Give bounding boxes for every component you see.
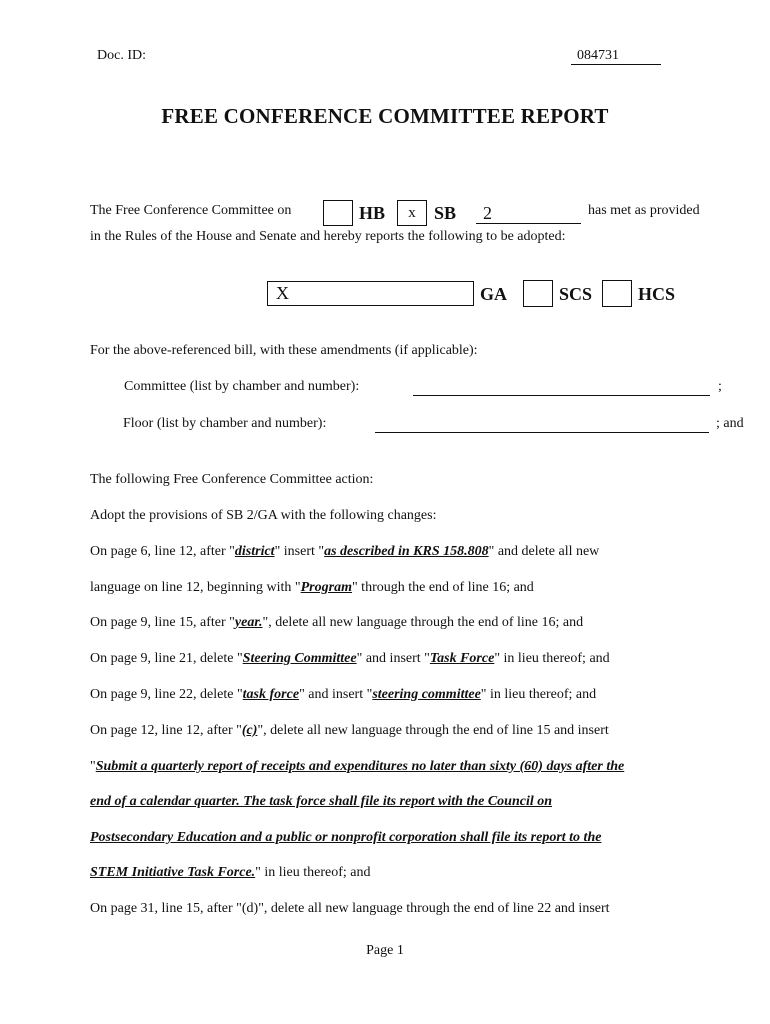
hcs-label: HCS	[638, 284, 676, 304]
intro-line2: in the Rules of the House and Senate and hereby reports the following to be adopted:	[90, 229, 566, 244]
bill-number[interactable]: 2	[483, 203, 492, 223]
floor-end: ; and	[716, 416, 744, 431]
ga-label: GA	[480, 284, 507, 304]
change-line-2: language on line 12, beginning with "Program" through the end of line 16; and	[90, 580, 534, 595]
page-title: FREE CONFERENCE COMMITTEE REPORT	[161, 104, 609, 128]
committee-label: Committee (list by chamber and number):	[124, 379, 360, 394]
hb-label: HB	[359, 203, 386, 223]
change-line-4: On page 9, line 21, delete "Steering Committee" and insert "Task Force" in lieu thereof; and	[90, 651, 610, 666]
action-heading: The following Free Conference Committee action:	[90, 472, 374, 487]
intro-prefix: The Free Conference Committee on	[90, 203, 292, 218]
sb-checkbox[interactable]: x	[397, 200, 427, 226]
hb-checkbox[interactable]	[323, 200, 353, 226]
change-line-7: "Submit a quarterly report of receipts and expenditures no later than sixty (60) days after the	[90, 759, 625, 774]
floor-label: Floor (list by chamber and number):	[123, 416, 327, 431]
doc-id-value: 084731	[577, 48, 619, 63]
scs-label: SCS	[559, 284, 593, 304]
bill-number-underline	[476, 223, 581, 224]
change-line-11: On page 31, line 15, after "(d)", delete all new language through the end of line 22 and insert	[90, 901, 610, 916]
ga-field[interactable]: X	[267, 281, 474, 306]
change-line-3: On page 9, line 15, after "year.", delete all new language through the end of line 16; and	[90, 615, 584, 630]
change-line-6: On page 12, line 12, after "(c)", delete all new language through the end of line 15 and insert	[90, 723, 609, 738]
change-line-1: On page 6, line 12, after "district" insert "as described in KRS 158.808" and delete all new	[90, 544, 600, 559]
change-line-9: Postsecondary Education and a public or nonprofit corporation shall file its report to the	[90, 830, 602, 845]
scs-checkbox[interactable]	[523, 280, 553, 307]
change-line-5: On page 9, line 22, delete "task force" and insert "steering committee" in lieu thereof; and	[90, 687, 597, 702]
change-line-10: STEM Initiative Task Force." in lieu thereof; and	[90, 865, 371, 880]
committee-end: ;	[718, 379, 722, 394]
hcs-checkbox[interactable]	[602, 280, 632, 307]
change-line-8: end of a calendar quarter. The task force shall file its report with the Council on	[90, 794, 553, 809]
doc-id-label: Doc. ID:	[97, 48, 146, 63]
floor-underline	[375, 432, 709, 433]
sb-label: SB	[434, 203, 457, 223]
doc-id-underline	[571, 64, 661, 65]
adopt-line: Adopt the provisions of SB 2/GA with the following changes:	[90, 508, 437, 523]
intro-suffix: has met as provided	[588, 203, 700, 218]
committee-underline	[413, 395, 710, 396]
page-number: Page 1	[366, 943, 404, 958]
amendments-intro: For the above-referenced bill, with these amendments (if applicable):	[90, 343, 478, 358]
